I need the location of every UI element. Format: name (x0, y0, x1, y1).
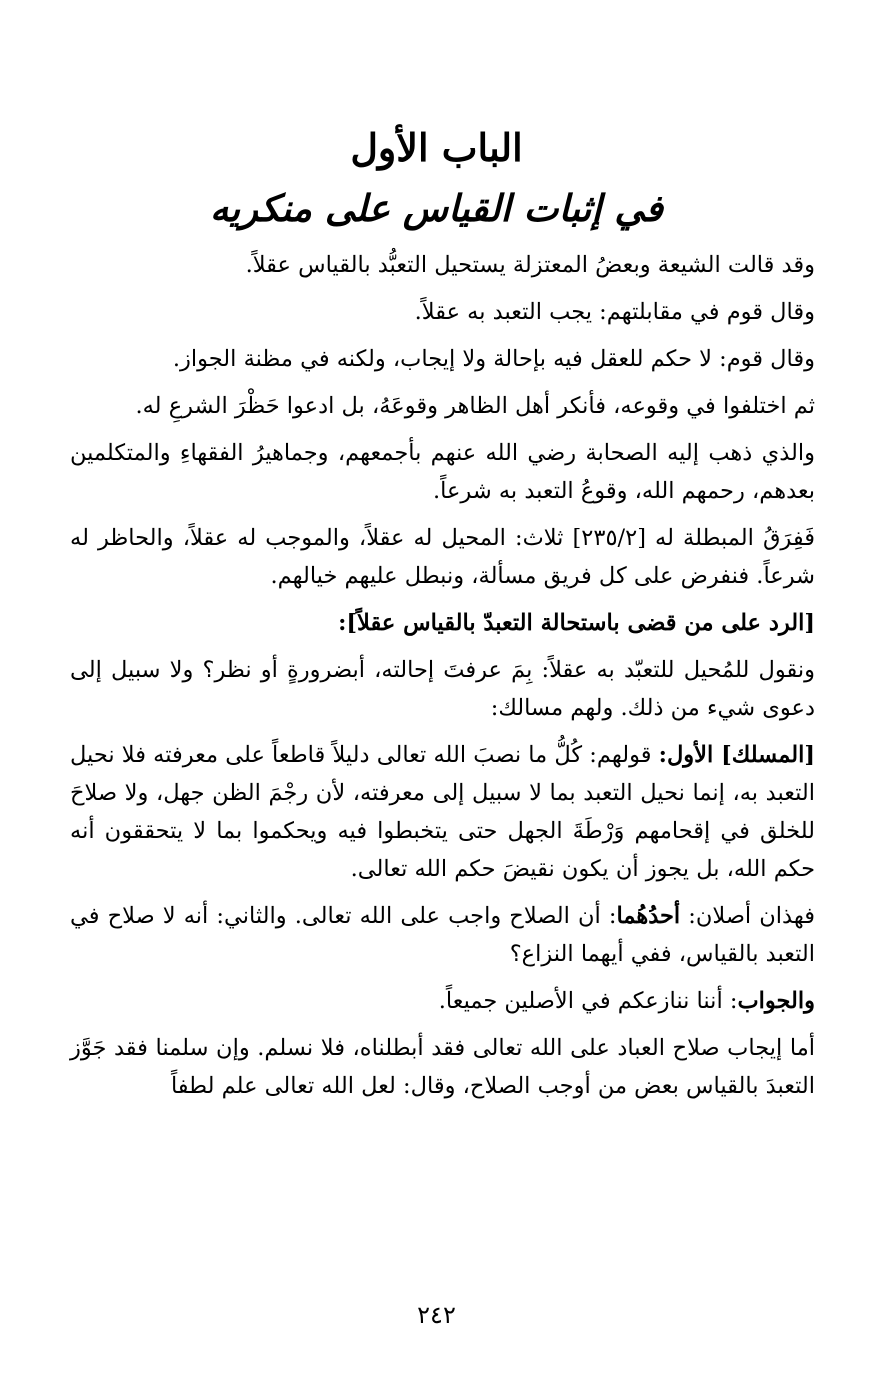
paragraph-prefix: فهذان أصلان: (680, 903, 815, 929)
paragraph (70, 519, 815, 595)
paragraph-text: ونقول للمُحيل للتعبّد به عقلاً: بِمَ عرفتَ إحالته، أبضرورةٍ أو نظر؟ ولا سبيل إلى دعوى شيء من ذلك. ولهم مسالك: (70, 657, 815, 721)
paragraph (70, 897, 815, 973)
paragraph-lead: والجواب (737, 988, 815, 1014)
paragraph (70, 1029, 815, 1105)
paragraph-text: وقد قالت الشيعة وبعضُ المعتزلة يستحيل التعبُّد بالقياس عقلاً. (245, 252, 815, 278)
paragraph-text: وقال قوم في مقابلتهم: يجب التعبد به عقلاً. (414, 299, 815, 325)
paragraph (70, 651, 815, 727)
paragraph (70, 736, 815, 888)
paragraph (70, 434, 815, 510)
page-number: ٢٤٢ (417, 1301, 456, 1329)
paragraph (70, 246, 815, 284)
paragraph (70, 387, 815, 425)
paragraph-text: والذي ذهب إليه الصحابة رضي الله عنهم بأجمعهم، وجماهيرُ الفقهاءِ والمتكلمين بعدهم، رحمهم الله، وقوعُ التعبد به شرعاً. (70, 440, 815, 504)
paragraph (70, 982, 815, 1020)
chapter-subtitle: في إثبات القياس على منكريه (210, 186, 663, 230)
body-text (70, 246, 815, 1114)
paragraph-text: : أن الصلاح واجب على الله تعالى. والثاني: أنه لا صلاح في التعبد بالقياس، ففي أيهما النزاع؟ (70, 903, 815, 967)
paragraph-text: ثم اختلفوا في وقوعه، فأنكر أهل الظاهر وقوعَهُ، بل ادعوا حَظْرَ الشرعِ له. (135, 393, 815, 419)
paragraph-text: أما إيجاب صلاح العباد على الله تعالى فقد أبطلناه، فلا نسلم. وإن سلمنا فقد جَوَّز التعبدَ بالقياس بعض من أوجب الصلاح، وقال: لعل الله تعالى علم لطفاً (70, 1035, 815, 1099)
paragraph-text: وقال قوم: لا حكم للعقل فيه بإحالة ولا إيجاب، ولكنه في مظنة الجواز. (172, 346, 815, 372)
paragraph-text: : أننا ننازعكم في الأصلين جميعاً. (438, 988, 738, 1014)
paragraph (70, 293, 815, 331)
paragraph (70, 340, 815, 378)
chapter-title: الباب الأول (350, 125, 523, 170)
paragraph-lead: أحدُهُما (616, 903, 681, 929)
paragraph-text: فَفِرَقُ المبطلة له [٢٣٥/٢] ثلاث: المحيل له عقلاً، والموجب له عقلاً، والحاظر له شرعاً. فنفرض على كل فريق مسألة، ونبطل عليهم خيالهم. (70, 525, 815, 589)
section-heading: [الرد على من قضى باستحالة التعبدّ بالقياس عقلاً]: (338, 610, 815, 636)
paragraph-text: قولهم: كُلُّ ما نصبَ الله تعالى دليلاً قاطعاً على معرفته فلا نحيل التعبد به، إنما نحيل التعبد بما لا سبيل إلى معرفته، لأن رجْمَ الظن جهل، ولا صلاحَ للخلق في إقحامهم وَرْطَةَ الجهل حتى يتخبطوا فيه ويحكموا بما لا يتحققون أنه حكم الله، بل يجوز أن يكون نقيضَ حكم الله تعالى. (70, 742, 815, 882)
paragraph-lead: [المسلك] الأول: (658, 742, 816, 768)
